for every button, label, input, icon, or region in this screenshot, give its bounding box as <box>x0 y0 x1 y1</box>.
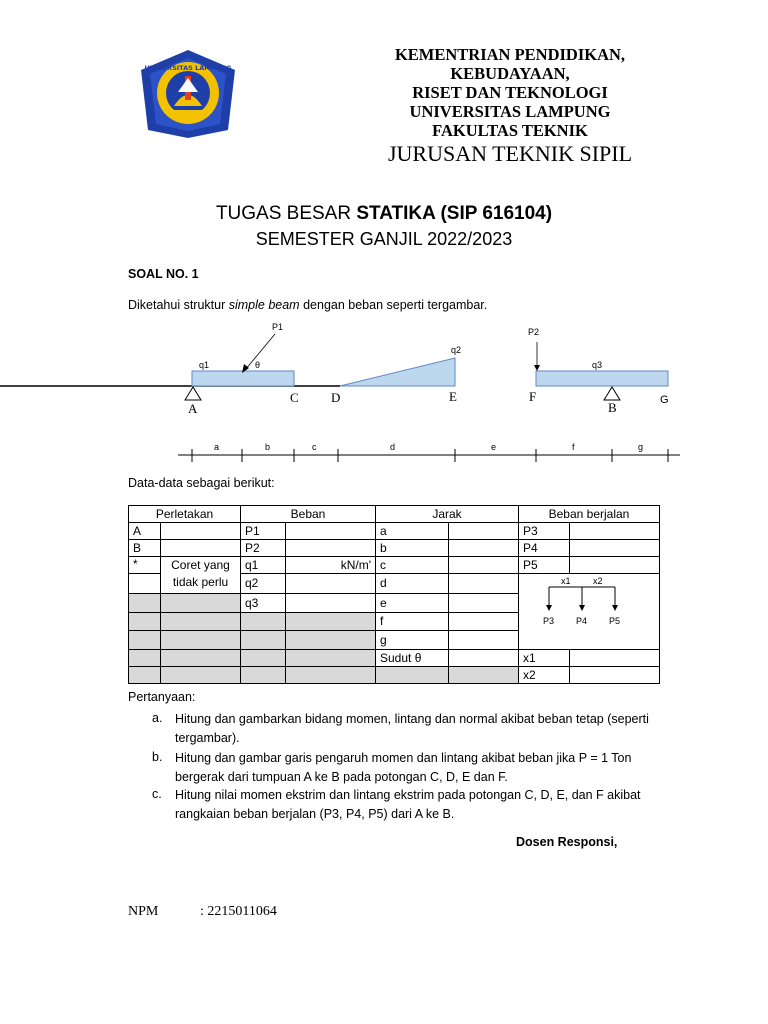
intro-text: Diketahui struktur <box>128 298 229 312</box>
q2-load <box>340 358 455 386</box>
gray-cell <box>129 612 161 631</box>
semester-title: SEMESTER GANJIL 2022/2023 <box>255 229 513 249</box>
header-perletakan: Perletakan <box>129 506 241 523</box>
segment-d: d <box>390 442 396 452</box>
data-intro: Data-data sebagai berikut: <box>128 476 275 490</box>
beban-cell: q2 <box>241 574 286 594</box>
beban-cell: P1 <box>241 523 286 540</box>
jarak-cell: f <box>376 612 449 631</box>
input-cell[interactable] <box>570 540 660 557</box>
jarak-cell: e <box>376 593 449 612</box>
course-title-prefix: TUGAS BESAR <box>215 203 357 224</box>
course-title-code: STATIKA (SIP 616104) <box>356 203 553 224</box>
input-cell[interactable] <box>570 667 660 684</box>
question-a-line-2: tergambar). <box>175 731 240 745</box>
header-line-5: FAKULTAS TEKNIK <box>432 121 588 140</box>
segment-e: e <box>491 442 497 452</box>
input-cell[interactable] <box>570 650 660 667</box>
soal-label: SOAL NO. 1 <box>128 267 199 281</box>
label-q3: q3 <box>592 360 603 370</box>
gray-cell <box>376 667 449 684</box>
input-cell[interactable] <box>161 540 241 557</box>
point-f: F <box>529 389 537 404</box>
gray-cell <box>286 667 376 684</box>
gray-cell <box>161 667 241 684</box>
header-line-3: RISET DAN TEKNOLOGI <box>412 83 608 102</box>
point-g: G <box>660 394 669 406</box>
coret-note <box>161 557 241 594</box>
segment-a: a <box>214 442 220 452</box>
gray-cell <box>286 631 376 650</box>
question-b-line-2: bergerak dari tumpuan A ke B pada potongan C, D, E dan F. <box>175 770 508 784</box>
gray-cell <box>161 593 241 612</box>
gray-cell <box>449 667 519 684</box>
dosen-label: Dosen Responsi, <box>516 835 618 849</box>
x-cell: x1 <box>519 650 570 667</box>
gray-cell <box>161 631 241 650</box>
input-cell[interactable] <box>449 612 519 631</box>
q3-load <box>536 371 668 386</box>
intro-italic: simple beam <box>228 298 300 312</box>
beam-diagram <box>0 318 768 468</box>
segment-b: b <box>265 442 271 452</box>
coret-line-2: tidak perlu <box>172 575 229 589</box>
beban-berjalan-cell: P5 <box>519 557 570 574</box>
table-header-row <box>129 506 660 523</box>
jarak-cell: c <box>376 557 449 574</box>
perletakan-cell: B <box>129 540 161 557</box>
table-row <box>129 557 660 574</box>
moving-load-svg <box>519 574 659 646</box>
input-cell[interactable] <box>449 523 519 540</box>
table-row <box>129 540 660 557</box>
jarak-cell: g <box>376 631 449 650</box>
mini-p4: P4 <box>576 616 588 626</box>
header-beban: Beban <box>241 506 376 523</box>
point-d: D <box>331 390 341 405</box>
gray-cell <box>161 612 241 631</box>
question-a <box>175 710 649 748</box>
gray-cell <box>286 612 376 631</box>
input-cell[interactable] <box>286 574 376 594</box>
label-q2: q2 <box>451 345 462 355</box>
question-c-letter: c. <box>152 787 162 801</box>
question-c-line-1: Hitung nilai momen ekstrim dan lintang ekstrim pada potongan C, D, E, dan F akibat <box>175 788 641 802</box>
header-line-2: KEBUDAYAAN, <box>450 64 570 83</box>
input-cell[interactable] <box>286 540 376 557</box>
input-cell[interactable] <box>449 557 519 574</box>
empty-cell <box>129 574 161 594</box>
department-title: JURUSAN TEKNIK SIPIL <box>387 141 633 166</box>
gray-cell <box>241 667 286 684</box>
point-e: E <box>449 389 457 404</box>
beban-berjalan-cell: P3 <box>519 523 570 540</box>
p2-arrowhead <box>534 365 540 371</box>
npm-label: NPM <box>128 904 159 919</box>
input-cell[interactable] <box>449 650 519 667</box>
point-c: C <box>290 390 299 405</box>
questions-heading: Pertanyaan: <box>128 690 196 704</box>
jarak-cell: a <box>376 523 449 540</box>
question-b <box>175 749 631 787</box>
question-c <box>175 786 641 824</box>
segment-f: f <box>572 442 575 452</box>
input-cell[interactable] <box>286 593 376 612</box>
gray-cell <box>129 667 161 684</box>
input-cell[interactable] <box>449 540 519 557</box>
beban-cell: P2 <box>241 540 286 557</box>
perletakan-cell: A <box>129 523 161 540</box>
x-cell: x2 <box>519 667 570 684</box>
gray-cell <box>129 631 161 650</box>
question-b-line-1: Hitung dan gambar garis pengaruh momen dan lintang akibat beban jika P = 1 Ton <box>175 751 632 765</box>
input-cell[interactable] <box>570 557 660 574</box>
question-c-line-2: rangkaian beban berjalan (P3, P4, P5) dari A ke B. <box>175 807 455 821</box>
gray-cell <box>129 593 161 612</box>
input-cell[interactable] <box>286 523 376 540</box>
beban-cell: q1 <box>241 557 286 574</box>
jarak-cell: d <box>376 574 449 594</box>
gray-cell <box>241 650 286 667</box>
label-p2: P2 <box>528 327 540 337</box>
mini-p5: P5 <box>609 616 621 626</box>
logo-text: UNIVERSITAS LAMPUNG <box>144 64 232 72</box>
point-b: B <box>608 400 617 415</box>
q1-unit: kN/m' <box>286 557 376 574</box>
header-beban-berjalan: Beban berjalan <box>519 506 660 523</box>
table-row <box>129 523 660 540</box>
label-theta: θ <box>255 360 261 370</box>
gray-cell <box>241 612 286 631</box>
header-line-4: UNIVERSITAS LAMPUNG <box>409 102 611 121</box>
header-line-1: KEMENTRIAN PENDIDIKAN, <box>394 45 626 64</box>
intro-text-post: dengan beban seperti tergambar. <box>299 298 488 312</box>
support-a-icon <box>185 387 201 400</box>
point-a: A <box>188 401 198 416</box>
soal-intro <box>128 298 487 312</box>
course-title <box>0 203 768 225</box>
input-cell[interactable] <box>570 523 660 540</box>
label-q1: q1 <box>199 360 210 370</box>
perletakan-cell: * <box>129 557 161 574</box>
beban-berjalan-cell: P4 <box>519 540 570 557</box>
input-cell[interactable] <box>161 523 241 540</box>
jarak-cell: Sudut θ <box>376 650 449 667</box>
support-b-icon <box>604 387 620 400</box>
beban-cell: q3 <box>241 593 286 612</box>
segment-g: g <box>638 442 644 452</box>
mini-x2: x2 <box>593 576 603 586</box>
jarak-cell: b <box>376 540 449 557</box>
header-jarak: Jarak <box>376 506 519 523</box>
university-logo <box>138 48 238 140</box>
npm-value: : 2215011064 <box>200 904 277 919</box>
data-table <box>128 505 660 684</box>
segment-c: c <box>312 442 317 452</box>
mini-x1: x1 <box>561 576 571 586</box>
q1-load <box>192 371 294 386</box>
gray-cell <box>286 650 376 667</box>
question-a-letter: a. <box>152 711 163 725</box>
question-b-letter: b. <box>152 750 163 764</box>
moving-load-diagram <box>519 574 660 650</box>
table-row <box>129 650 660 667</box>
label-p1: P1 <box>272 322 284 332</box>
table-row <box>129 667 660 684</box>
input-cell[interactable] <box>449 574 519 594</box>
mini-p3: P3 <box>543 616 555 626</box>
input-cell[interactable] <box>449 593 519 612</box>
gray-cell <box>161 650 241 667</box>
question-a-line-1: Hitung dan gambarkan bidang momen, lintang dan normal akibat beban tetap (seperti <box>175 712 649 726</box>
gray-cell <box>129 650 161 667</box>
gray-cell <box>241 631 286 650</box>
coret-line-1: Coret yang <box>171 558 230 572</box>
input-cell[interactable] <box>449 631 519 650</box>
